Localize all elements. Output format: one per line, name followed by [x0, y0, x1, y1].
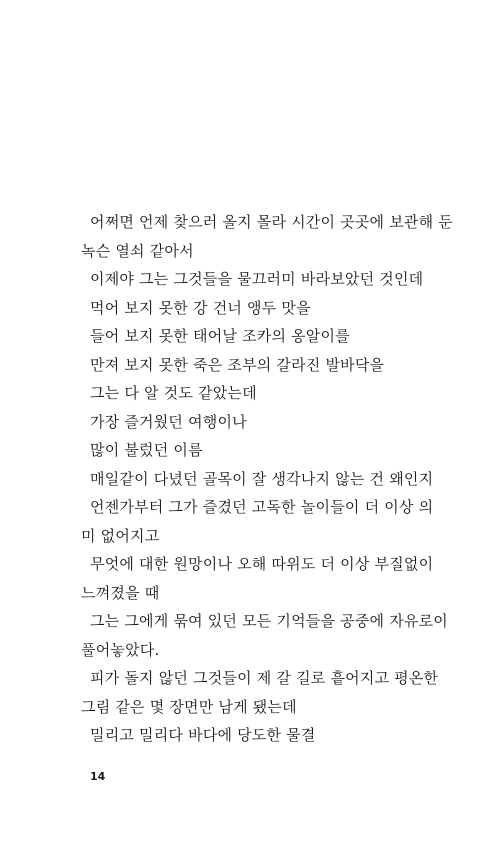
poem-line: 피가 돌지 않던 그것들이 제 갈 길로 흩어지고 평온한 [90, 669, 439, 687]
poem-line: 녹슨 열쇠 같아서 [81, 241, 194, 260]
poem-line: 이제야 그는 그것들을 물끄러미 바라보았던 것인데 [90, 270, 424, 288]
poem-line: 풀어놓았다. [81, 640, 160, 659]
poem-body [72, 208, 453, 750]
poem-line: 밀리고 밀리다 바다에 당도한 물결 [90, 726, 316, 744]
poem-line: 무엇에 대한 원망이나 오해 따위도 더 이상 부질없이 [90, 555, 434, 573]
poem-line: 그림 같은 몇 장면만 남게 됐는데 [81, 697, 297, 716]
poem-line: 미 없어지고 [81, 526, 160, 545]
poem-line: 그는 다 알 것도 같았는데 [90, 384, 257, 402]
poem-line: 먹어 보지 못한 강 건너 앵두 맛을 [90, 298, 311, 317]
poem-line: 매일같이 다녔던 골목이 잘 생각나지 않는 건 왜인지 [90, 469, 434, 488]
poem-line: 가장 즐거웠던 여행이나 [90, 412, 247, 431]
poem-line: 많이 불렀던 이름 [90, 441, 203, 459]
poem-line: 어쩌면 언제 찾으러 올지 몰라 시간이 곳곳에 보관해 둔 [90, 213, 453, 231]
poem-line: 들어 보지 못한 태어날 조카의 옹알이를 [90, 327, 350, 345]
poem-line: 언젠가부터 그가 즐겼던 고독한 놀이들이 더 이상 의 [90, 498, 434, 516]
page-number: 14 [90, 770, 106, 783]
poem-line: 만져 보지 못한 죽은 조부의 갈라진 발바닥을 [90, 355, 385, 374]
poem-line: 느껴졌을 때 [81, 583, 160, 602]
poem-line: 그는 그에게 묶여 있던 모든 기억들을 공중에 자유로이 [90, 612, 448, 630]
